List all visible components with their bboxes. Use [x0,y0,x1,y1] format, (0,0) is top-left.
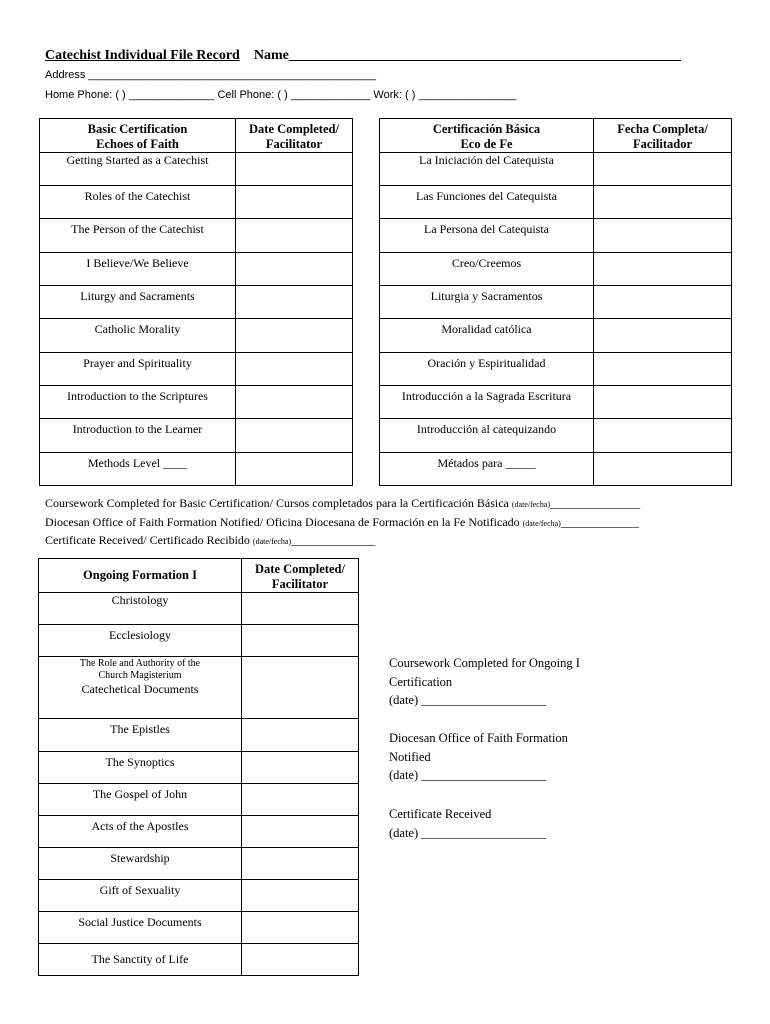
ongoing-coursework-note [389,654,580,710]
table-row-label: Introduction to the Learner [40,419,236,453]
table-row-label: Las Funciones del Catequista [380,186,594,219]
table-row-label: La Persona del Catequista [380,219,594,253]
ongoing-certificate-date-field[interactable]: (date) ____________________ [389,825,547,840]
date-cell[interactable] [594,353,732,386]
table-row-label: Introducción a la Sagrada Escritura [380,386,594,419]
date-cell[interactable] [594,319,732,353]
date-cell[interactable] [242,625,359,657]
table-row-label: Liturgy and Sacraments [40,286,236,319]
table-row-label: Introducción al catequizando [380,419,594,453]
date-cell[interactable] [594,253,732,286]
phone-fields[interactable]: Home Phone: ( ) ______________ Cell Phone: ( ) _____________ Work: ( ) ________________ [45,89,517,101]
date-cell[interactable] [594,286,732,319]
date-cell[interactable] [594,186,732,219]
date-blank[interactable]: ______________ [291,533,376,547]
name-label: Name [253,48,289,63]
table-row-label: The Person of the Catechist [40,219,236,253]
table-row-label: Catholic Morality [40,319,236,353]
date-cell[interactable] [236,286,353,319]
table-row-label: The Epistles [39,719,242,752]
table-row-label: Methods Level ____ [40,453,236,486]
table-row-label: The Sanctity of Life [39,944,242,976]
table-row-label: La Iniciación del Catequista [380,153,594,186]
table-row-label: I Believe/We Believe [40,253,236,286]
date-hint: (date/fecha) [252,537,292,546]
date-cell[interactable] [594,219,732,253]
date-cell[interactable] [242,719,359,752]
diocesan-notified-line[interactable] [45,515,639,530]
basic-col-header: Basic Certification Echoes of Faith [40,119,236,153]
date-cell[interactable] [242,848,359,880]
date-cell[interactable] [236,386,353,419]
form-title-row [45,48,681,64]
date-cell[interactable] [242,944,359,976]
ongoing-diocesan-note [389,729,568,785]
date-cell[interactable] [236,353,353,386]
table-row-label: Métados para _____ [380,453,594,486]
table-row-label: Stewardship [39,848,242,880]
table-row-label: Prayer and Spirituality [40,353,236,386]
date-cell[interactable] [236,319,353,353]
catechetical-documents-label: Catechetical Documents [81,682,199,696]
date-col-header: Date Completed/ Facilitator [242,559,359,593]
basic-certification-table [39,118,353,486]
table-row-label: The Synoptics [39,752,242,784]
table-row-label [39,657,242,719]
date-cell[interactable] [242,912,359,944]
table-row-label: Creo/Creemos [380,253,594,286]
date-hint: (date/fecha) [522,519,561,528]
form-title: Catechist Individual File Record [45,48,240,63]
certificate-received-line[interactable] [45,533,375,548]
date-cell[interactable] [236,153,353,186]
basic-coursework-text: Coursework Completed for Basic Certification/ Cursos completados para la Certificación Básica [45,496,509,510]
date-cell[interactable] [236,219,353,253]
ongoing-diocesan-text: Diocesan Office of Faith Formation [389,731,568,745]
ongoing-coursework-date-field[interactable]: (date) ____________________ [389,693,547,707]
date-cell[interactable] [594,453,732,486]
date-blank[interactable]: _______________ [550,496,641,510]
table-row-label: Oración y Espiritualidad [380,353,594,386]
ongoing-coursework-text: Coursework Completed for Ongoing I [389,656,580,670]
date-cell[interactable] [242,752,359,784]
table-row-label: Getting Started as a Catechist [40,153,236,186]
date-cell[interactable] [594,419,732,453]
table-row-label: Social Justice Documents [39,912,242,944]
date-cell[interactable] [594,153,732,186]
date-cell[interactable] [242,816,359,848]
ongoing-formation-table [38,558,359,976]
date-cell[interactable] [236,419,353,453]
table-row-label: Introduction to the Scriptures [40,386,236,419]
table-row-label: Liturgia y Sacramentos [380,286,594,319]
date-cell[interactable] [236,186,353,219]
ongoing-certification-text: Certification [389,674,453,689]
table-row-label: Christology [39,593,242,625]
date-cell[interactable] [594,386,732,419]
date-hint: (date/fecha) [511,500,551,509]
date-cell[interactable] [242,784,359,816]
table-row-label: Gift of Sexuality [39,880,242,912]
date-cell[interactable] [242,593,359,625]
ongoing-certificate-text: Certificate Received [389,807,492,821]
spanish-certification-table [379,118,732,486]
ongoing-certificate-note [389,805,546,842]
name-field[interactable]: ________________________________________________________ [288,48,681,63]
table-row-label: The Gospel of John [39,784,242,816]
date-cell[interactable] [242,880,359,912]
date-cell[interactable] [236,253,353,286]
ongoing-notified-text: Notified [389,749,431,764]
spanish-col-header: Certificación Básica Eco de Fe [380,119,594,153]
basic-coursework-line[interactable] [45,496,640,511]
date-cell[interactable] [242,657,359,719]
table-row-label: Moralidad católica [380,319,594,353]
fecha-col-header: Fecha Completa/ Facilitador [594,119,732,153]
address-field[interactable]: Address _______________________________________________ [45,69,376,81]
ongoing-col-header: Ongoing Formation I [39,559,242,593]
certificate-received-text: Certificate Received/ Certificado Recibido [45,533,250,547]
magisterium-line1: The Role and Authority of the [79,658,201,669]
table-row-label: Ecclesiology [39,625,242,657]
date-col-header: Date Completed/ Facilitator [236,119,353,153]
date-cell[interactable] [236,453,353,486]
ongoing-notified-date-field[interactable]: (date) ____________________ [389,768,547,782]
date-blank[interactable]: _____________ [560,515,639,529]
magisterium-line2: Church Magisterium [98,670,182,681]
diocesan-notified-text: Diocesan Office of Faith Formation Notified/ Oficina Diocesana de Formación en la Fe Notificado [45,515,520,529]
table-row-label: Roles of the Catechist [40,186,236,219]
table-row-label: Acts of the Apostles [39,816,242,848]
